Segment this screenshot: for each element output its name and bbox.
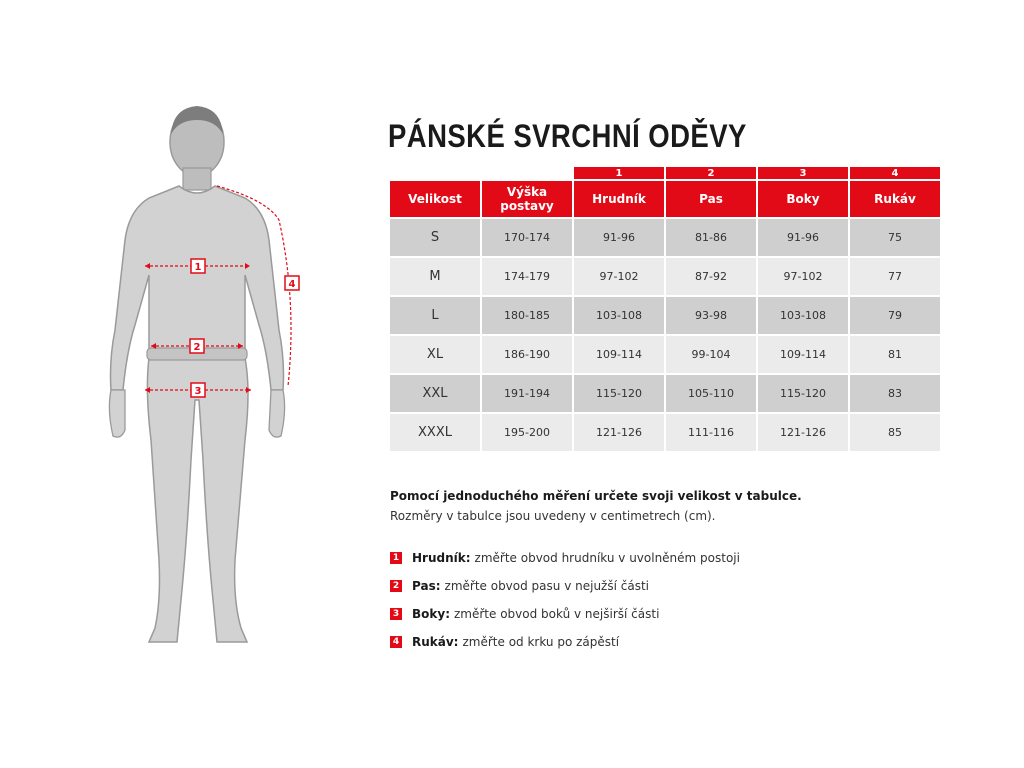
cell-hips: 91-96 <box>758 219 848 256</box>
cell-height: 191-194 <box>482 375 572 412</box>
cell-sleeve: 77 <box>850 258 940 295</box>
col-number: 3 <box>758 167 848 179</box>
legend-text: změřte od krku po zápěstí <box>462 635 620 649</box>
legend-item <box>390 572 740 600</box>
cell-height: 186-190 <box>482 336 572 373</box>
legend-text: změřte obvod pasu v nejužší části <box>444 579 649 593</box>
cell-size: M <box>390 258 480 295</box>
cell-hips: 121-126 <box>758 414 848 451</box>
legend-number-badge: 2 <box>390 580 402 592</box>
legend-number-badge: 4 <box>390 636 402 648</box>
legend-number-badge: 3 <box>390 608 402 620</box>
legend-item <box>390 544 740 572</box>
svg-text:2: 2 <box>193 342 201 353</box>
cell-size: XXXL <box>390 414 480 451</box>
cell-hips: 103-108 <box>758 297 848 334</box>
cell-waist: 111-116 <box>666 414 756 451</box>
cell-waist: 87-92 <box>666 258 756 295</box>
cell-size: S <box>390 219 480 256</box>
legend-term: Pas: <box>412 579 441 593</box>
legend-term: Hrudník: <box>412 551 471 565</box>
instructions-note: Rozměry v tabulce jsou uvedeny v centimetrech (cm). <box>390 509 716 523</box>
cell-hips: 115-120 <box>758 375 848 412</box>
col-number: 4 <box>850 167 940 179</box>
table-row <box>390 375 940 412</box>
svg-text:3: 3 <box>194 386 202 397</box>
table-header-row <box>390 181 940 217</box>
table-row <box>390 414 940 451</box>
cell-size: XXL <box>390 375 480 412</box>
cell-sleeve: 79 <box>850 297 940 334</box>
marker-3 <box>191 383 205 397</box>
neck <box>183 168 211 190</box>
legend-term: Rukáv: <box>412 635 459 649</box>
cell-waist: 99-104 <box>666 336 756 373</box>
header-hips: Boky <box>758 181 848 217</box>
size-table <box>388 165 942 453</box>
legs <box>147 358 248 642</box>
cell-chest: 91-96 <box>574 219 664 256</box>
right-hand <box>269 390 285 437</box>
header-height: Výška postavy <box>482 181 572 217</box>
table-number-row <box>390 167 940 179</box>
svg-text:4: 4 <box>288 279 296 290</box>
marker-1 <box>191 259 205 273</box>
col-number: 1 <box>574 167 664 179</box>
cell-chest: 109-114 <box>574 336 664 373</box>
cell-chest: 103-108 <box>574 297 664 334</box>
cell-sleeve: 75 <box>850 219 940 256</box>
marker-2 <box>190 339 204 353</box>
marker-4 <box>285 276 299 290</box>
cell-height: 195-200 <box>482 414 572 451</box>
legend-text: změřte obvod hrudníku v uvolněném postoji <box>474 551 740 565</box>
cell-height: 170-174 <box>482 219 572 256</box>
header-waist: Pas <box>666 181 756 217</box>
legend-item <box>390 628 740 656</box>
cell-hips: 109-114 <box>758 336 848 373</box>
cell-height: 174-179 <box>482 258 572 295</box>
body-figure <box>95 100 320 660</box>
table-row <box>390 297 940 334</box>
cell-size: XL <box>390 336 480 373</box>
cell-waist: 81-86 <box>666 219 756 256</box>
cell-chest: 115-120 <box>574 375 664 412</box>
page-title: PÁNSKÉ SVRCHNÍ ODĚVY <box>388 118 747 154</box>
header-chest: Hrudník <box>574 181 664 217</box>
cell-hips: 97-102 <box>758 258 848 295</box>
cell-chest: 97-102 <box>574 258 664 295</box>
table-row <box>390 219 940 256</box>
legend-term: Boky: <box>412 607 450 621</box>
legend-text: změřte obvod boků v nejširší části <box>454 607 660 621</box>
cell-size: L <box>390 297 480 334</box>
cell-sleeve: 85 <box>850 414 940 451</box>
cell-sleeve: 81 <box>850 336 940 373</box>
legend-number-badge: 1 <box>390 552 402 564</box>
cell-sleeve: 83 <box>850 375 940 412</box>
header-size: Velikost <box>390 181 480 217</box>
legend-item <box>390 600 740 628</box>
svg-text:1: 1 <box>194 262 202 273</box>
cell-waist: 105-110 <box>666 375 756 412</box>
cell-chest: 121-126 <box>574 414 664 451</box>
cell-height: 180-185 <box>482 297 572 334</box>
table-row <box>390 258 940 295</box>
left-hand <box>109 390 125 437</box>
measurement-legend <box>390 544 740 656</box>
header-sleeve: Rukáv <box>850 181 940 217</box>
cell-waist: 93-98 <box>666 297 756 334</box>
instructions-heading: Pomocí jednoduchého měření určete svoji velikost v tabulce. <box>390 489 802 503</box>
col-number: 2 <box>666 167 756 179</box>
head <box>170 106 224 176</box>
table-row <box>390 336 940 373</box>
